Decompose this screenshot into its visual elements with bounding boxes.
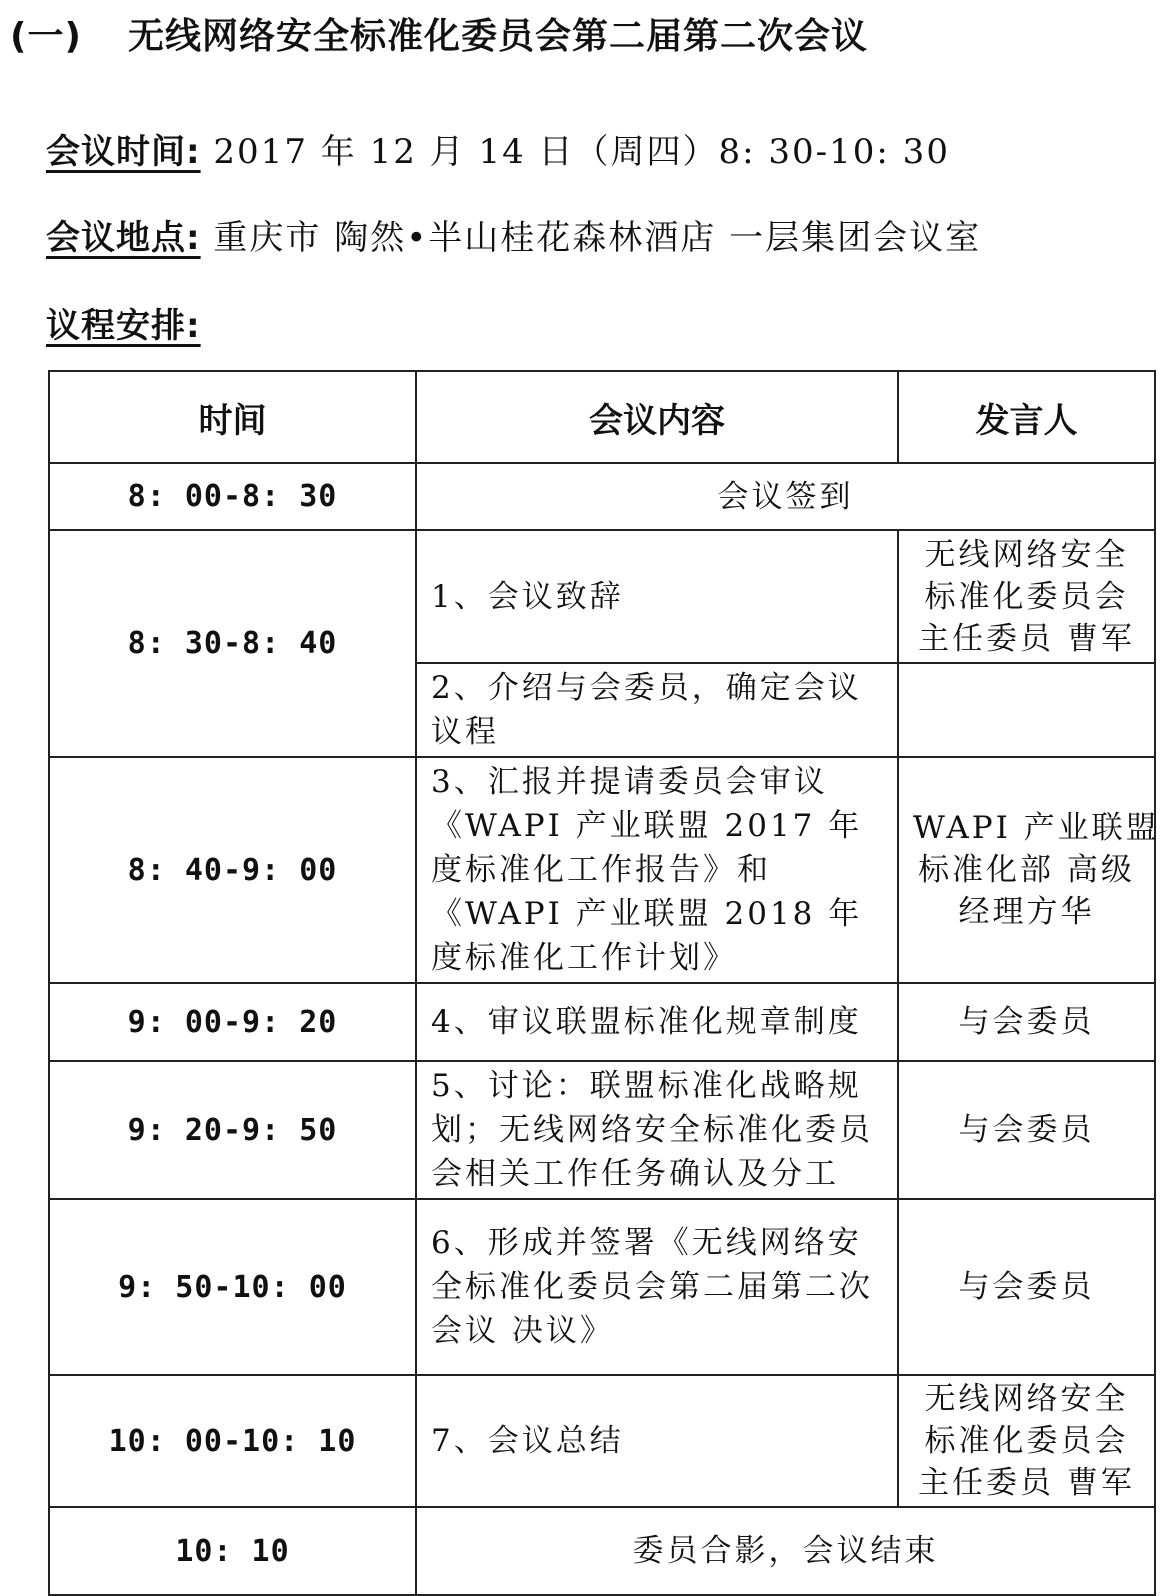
table-row bbox=[49, 463, 1155, 530]
row-content: 5、讨论：联盟标准化战略规划；无线网络安全标准化委员会相关工作任务确认及分工 bbox=[416, 1061, 898, 1199]
speaker-line: 主任委员 曹军 bbox=[918, 1465, 1135, 1501]
row-content: 6、形成并签署《无线网络安全标准化委员会第二届第二次会议 决议》 bbox=[416, 1199, 898, 1375]
row-content: 7、会议总结 bbox=[416, 1375, 898, 1507]
meeting-time-label: 会议时间: bbox=[46, 132, 201, 172]
table-row bbox=[49, 757, 1155, 983]
speaker-line: 无线网络安全 bbox=[924, 1381, 1129, 1417]
table-row bbox=[49, 1507, 1155, 1595]
table-row bbox=[49, 1199, 1155, 1375]
speaker-line: WAPI 产业联盟 bbox=[913, 810, 1160, 846]
table-header-row bbox=[49, 371, 1155, 463]
speaker-line: 与会委员 bbox=[958, 1112, 1095, 1148]
row-content: 3、汇报并提请委员会审议《WAPI 产业联盟 2017 年度标准化工作报告》和《WAPI 产业联盟 2018 年度标准化工作计划》 bbox=[416, 757, 898, 983]
speaker-line: 标准化部 高级 bbox=[918, 852, 1135, 888]
row-time: 9: 00-9: 20 bbox=[49, 983, 416, 1061]
row-speaker bbox=[898, 983, 1155, 1061]
speaker-line: 标准化委员会 bbox=[924, 1423, 1129, 1459]
row-content: 1、会议致辞 bbox=[416, 530, 898, 663]
agenda-heading: 议程安排: bbox=[46, 306, 201, 346]
row-time: 9: 50-10: 00 bbox=[49, 1199, 416, 1375]
meeting-time-value: 2017 年 12 月 14 日（周四）8: 30-10: 30 bbox=[213, 132, 950, 172]
row-time: 9: 20-9: 50 bbox=[49, 1061, 416, 1199]
row-time: 10: 10 bbox=[49, 1507, 416, 1595]
meeting-title: 无线网络安全标准化委员会第二届第二次会议 bbox=[128, 16, 869, 57]
row-speaker bbox=[898, 1375, 1155, 1507]
row-content: 委员合影，会议结束 bbox=[416, 1507, 1155, 1595]
meeting-place-line bbox=[46, 210, 981, 259]
row-time: 10: 00-10: 10 bbox=[49, 1375, 416, 1507]
table-row bbox=[49, 983, 1155, 1061]
speaker-line: 与会委员 bbox=[958, 1269, 1095, 1305]
row-content: 4、审议联盟标准化规章制度 bbox=[416, 983, 898, 1061]
table-row bbox=[49, 1375, 1155, 1507]
header-time: 时间 bbox=[49, 371, 416, 463]
page-title bbox=[10, 8, 868, 59]
meeting-place-label: 会议地点: bbox=[46, 218, 201, 258]
section-number: (一) bbox=[10, 16, 82, 57]
meeting-time-line bbox=[46, 124, 950, 173]
table-row bbox=[49, 1061, 1155, 1199]
row-time: 8: 40-9: 00 bbox=[49, 757, 416, 983]
header-speaker: 发言人 bbox=[898, 371, 1155, 463]
agenda-table bbox=[48, 370, 1160, 1596]
speaker-line: 经理方华 bbox=[958, 894, 1095, 930]
speaker-line: 与会委员 bbox=[958, 1004, 1095, 1040]
row-time: 8: 30-8: 40 bbox=[49, 530, 416, 757]
table-row bbox=[49, 530, 1155, 663]
meeting-place-value: 重庆市 陶然•半山桂花森林酒店 一层集团会议室 bbox=[213, 218, 982, 258]
row-speaker bbox=[898, 530, 1155, 663]
row-content: 会议签到 bbox=[416, 463, 1155, 530]
row-content: 2、介绍与会委员，确定会议议程 bbox=[416, 663, 898, 757]
header-content: 会议内容 bbox=[416, 371, 898, 463]
row-speaker bbox=[898, 1199, 1155, 1375]
row-speaker bbox=[898, 757, 1160, 983]
speaker-line: 无线网络安全 bbox=[924, 536, 1129, 573]
row-speaker bbox=[898, 1061, 1155, 1199]
speaker-line: 标准化委员会 bbox=[924, 578, 1129, 615]
agenda-heading-line bbox=[46, 298, 201, 347]
row-speaker-empty bbox=[898, 663, 1155, 757]
speaker-line: 主任委员 曹军 bbox=[918, 620, 1135, 657]
row-time: 8: 00-8: 30 bbox=[49, 463, 416, 530]
